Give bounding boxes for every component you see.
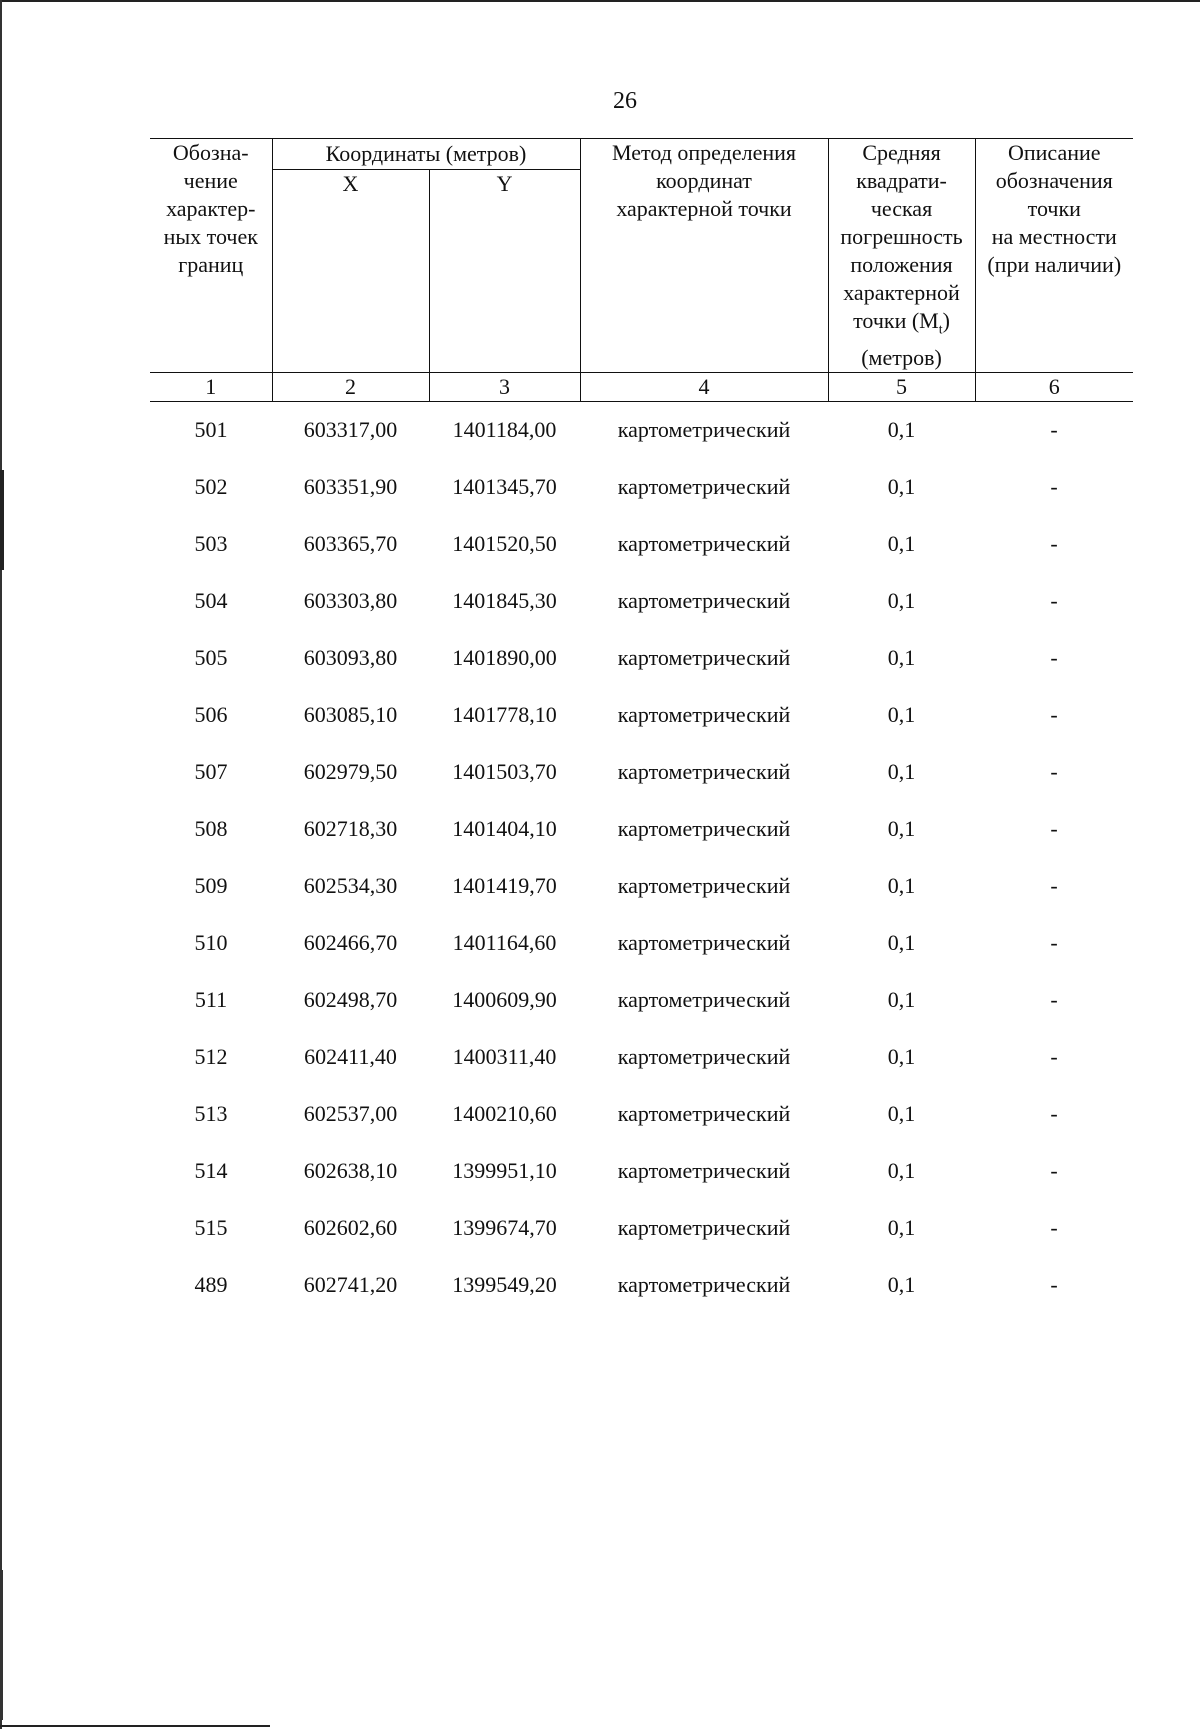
cell-description: - bbox=[1050, 644, 1058, 670]
cell-error: 0,1 bbox=[887, 1100, 916, 1126]
cell-y: 1401345,70 bbox=[452, 473, 557, 499]
table-row bbox=[150, 857, 1133, 914]
cell-point: 515 bbox=[194, 1214, 228, 1240]
cell-description: - bbox=[1050, 587, 1058, 613]
header-mean-square-error: Средняя квадрати- ческая погрешность положения характерной точки $(M_t)$ (метров) bbox=[828, 139, 975, 373]
cell-error: 0,1 bbox=[887, 1214, 916, 1240]
column-number: 1 bbox=[150, 373, 272, 402]
cell-method: картометрический bbox=[617, 701, 791, 727]
cell-point: 506 bbox=[194, 701, 228, 727]
cell-y: 1400609,90 bbox=[452, 986, 557, 1012]
cell-error: 0,1 bbox=[887, 1271, 916, 1297]
cell-y: 1399549,20 bbox=[452, 1271, 557, 1297]
cell-method: картометрический bbox=[617, 530, 791, 556]
cell-method: картометрический bbox=[617, 1100, 791, 1126]
cell-method: картометрический bbox=[617, 758, 791, 784]
cell-y: 1401845,30 bbox=[452, 587, 557, 613]
cell-method: картометрический bbox=[617, 929, 791, 955]
cell-point: 514 bbox=[194, 1157, 228, 1183]
column-number: 4 bbox=[580, 373, 828, 402]
cell-point: 504 bbox=[194, 587, 228, 613]
cell-x: 603365,70 bbox=[303, 530, 398, 556]
cell-description: - bbox=[1050, 1043, 1058, 1069]
cell-x: 602602,60 bbox=[303, 1214, 398, 1240]
cell-point: 503 bbox=[194, 530, 228, 556]
cell-x: 603351,90 bbox=[303, 473, 398, 499]
header-method: Метод определения координат характерной точки bbox=[580, 139, 828, 373]
table-row bbox=[150, 1142, 1133, 1199]
cell-description: - bbox=[1050, 758, 1058, 784]
table-row bbox=[150, 743, 1133, 800]
cell-method: картометрический bbox=[617, 1214, 791, 1240]
cell-y: 1401184,00 bbox=[452, 417, 557, 443]
cell-method: картометрический bbox=[617, 1043, 791, 1069]
table-row bbox=[150, 629, 1133, 686]
table-row bbox=[150, 515, 1133, 572]
column-number: 6 bbox=[975, 373, 1133, 402]
cell-method: картометрический bbox=[617, 1157, 791, 1183]
cell-x: 602466,70 bbox=[303, 929, 398, 955]
cell-error: 0,1 bbox=[887, 758, 916, 784]
cell-y: 1399951,10 bbox=[452, 1157, 557, 1183]
cell-error: 0,1 bbox=[887, 417, 916, 443]
cell-x: 603317,00 bbox=[303, 417, 398, 443]
table-row bbox=[150, 914, 1133, 971]
cell-y: 1400210,60 bbox=[452, 1100, 557, 1126]
cell-point: 507 bbox=[194, 758, 228, 784]
cell-point: 513 bbox=[194, 1100, 228, 1126]
table-row bbox=[150, 1085, 1133, 1142]
column-number: 5 bbox=[828, 373, 975, 402]
cell-x: 602638,10 bbox=[303, 1157, 398, 1183]
column-number-row bbox=[150, 373, 1133, 402]
cell-method: картометрический bbox=[617, 815, 791, 841]
cell-error: 0,1 bbox=[887, 1157, 916, 1183]
cell-method: картометрический bbox=[617, 986, 791, 1012]
cell-error: 0,1 bbox=[887, 644, 916, 670]
cell-x: 602979,50 bbox=[303, 758, 398, 784]
cell-x: 602411,40 bbox=[304, 1043, 397, 1069]
cell-description: - bbox=[1050, 815, 1058, 841]
scan-edge-left bbox=[0, 0, 2, 1729]
cell-x: 602498,70 bbox=[303, 986, 398, 1012]
cell-method: картометрический bbox=[617, 587, 791, 613]
cell-description: - bbox=[1050, 1157, 1058, 1183]
table-row bbox=[150, 1028, 1133, 1085]
table-row bbox=[150, 402, 1133, 459]
cell-error: 0,1 bbox=[887, 929, 916, 955]
cell-y: 1401890,00 bbox=[452, 644, 557, 670]
cell-description: - bbox=[1050, 417, 1058, 443]
cell-y: 1401404,10 bbox=[452, 815, 557, 841]
table-row bbox=[150, 458, 1133, 515]
cell-error: 0,1 bbox=[887, 701, 916, 727]
cell-description: - bbox=[1050, 1214, 1058, 1240]
cell-x: 602534,30 bbox=[303, 872, 398, 898]
table-row bbox=[150, 800, 1133, 857]
scan-mark-left bbox=[0, 470, 4, 570]
cell-method: картометрический bbox=[617, 1271, 791, 1297]
cell-point: 502 bbox=[194, 473, 228, 499]
table-row bbox=[150, 1256, 1133, 1313]
header-point-description: Описание обозначения точки на местности (при наличии) bbox=[975, 139, 1133, 373]
cell-description: - bbox=[1050, 701, 1058, 727]
cell-point: 510 bbox=[194, 929, 228, 955]
scan-edge-top bbox=[0, 0, 1200, 2]
scan-mark-bottom bbox=[0, 1725, 270, 1727]
cell-method: картометрический bbox=[617, 644, 791, 670]
cell-x: 603093,80 bbox=[303, 644, 398, 670]
header-x: X bbox=[272, 170, 429, 373]
cell-error: 0,1 bbox=[887, 872, 916, 898]
cell-description: - bbox=[1050, 872, 1058, 898]
cell-point: 508 bbox=[194, 815, 228, 841]
cell-y: 1400311,40 bbox=[452, 1043, 557, 1069]
cell-y: 1401164,60 bbox=[452, 929, 557, 955]
cell-error: 0,1 bbox=[887, 530, 916, 556]
cell-y: 1401778,10 bbox=[452, 701, 557, 727]
cell-x: 603085,10 bbox=[303, 701, 398, 727]
column-number: 3 bbox=[429, 373, 580, 402]
scan-mark-lowleft bbox=[0, 1570, 3, 1720]
cell-y: 1399674,70 bbox=[452, 1214, 557, 1240]
cell-y: 1401503,70 bbox=[452, 758, 557, 784]
cell-error: 0,1 bbox=[887, 473, 916, 499]
header-y: Y bbox=[429, 170, 580, 373]
cell-x: 602741,20 bbox=[303, 1271, 398, 1297]
header-point-designation: Обозна- чение характер- ных точек границ bbox=[150, 139, 272, 373]
cell-y: 1401419,70 bbox=[452, 872, 557, 898]
cell-method: картометрический bbox=[617, 872, 791, 898]
cell-method: картометрический bbox=[617, 473, 791, 499]
cell-x: 603303,80 bbox=[303, 587, 398, 613]
coordinates-table bbox=[150, 138, 1133, 1313]
cell-description: - bbox=[1050, 1271, 1058, 1297]
cell-description: - bbox=[1050, 929, 1058, 955]
table-row bbox=[150, 572, 1133, 629]
cell-description: - bbox=[1050, 1100, 1058, 1126]
table-row bbox=[150, 686, 1133, 743]
cell-point: 509 bbox=[194, 872, 228, 898]
cell-description: - bbox=[1050, 530, 1058, 556]
cell-error: 0,1 bbox=[887, 1043, 916, 1069]
cell-point: 512 bbox=[194, 1043, 228, 1069]
page-number: 26 bbox=[613, 88, 637, 114]
cell-point: 505 bbox=[194, 644, 228, 670]
cell-description: - bbox=[1050, 473, 1058, 499]
cell-error: 0,1 bbox=[887, 986, 916, 1012]
cell-error: 0,1 bbox=[887, 815, 916, 841]
header-mt-line: точки $(M_t)$ bbox=[853, 308, 950, 338]
table-row bbox=[150, 971, 1133, 1028]
table-row bbox=[150, 1199, 1133, 1256]
cell-error: 0,1 bbox=[887, 587, 916, 613]
cell-point: 511 bbox=[194, 986, 228, 1012]
cell-method: картометрический bbox=[617, 417, 791, 443]
cell-y: 1401520,50 bbox=[452, 530, 557, 556]
column-number: 2 bbox=[272, 373, 429, 402]
cell-point: 489 bbox=[194, 1271, 228, 1297]
cell-x: 602718,30 bbox=[303, 815, 398, 841]
cell-description: - bbox=[1050, 986, 1058, 1012]
cell-x: 602537,00 bbox=[303, 1100, 398, 1126]
cell-point: 501 bbox=[194, 417, 228, 443]
header-coordinates-group: Координаты (метров) bbox=[272, 139, 580, 170]
